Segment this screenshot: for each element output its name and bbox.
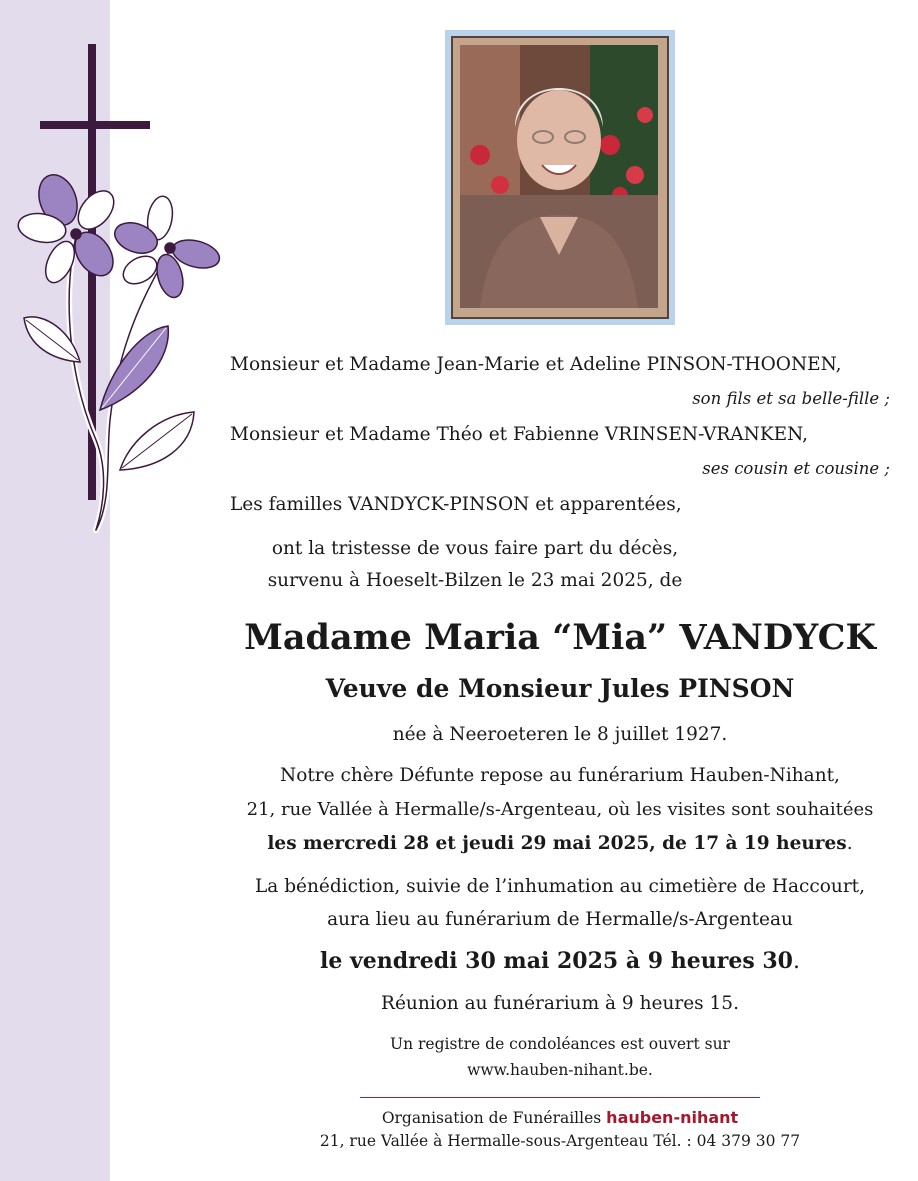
family-line-1: Monsieur et Madame Jean-Marie et Adeline PINSON-THOONEN,: [230, 354, 842, 375]
portrait-photo: [460, 45, 660, 310]
family-relation-1: son fils et sa belle-fille ;: [692, 389, 890, 408]
family-relation-2: ses cousin et cousine ;: [702, 459, 890, 478]
cross-horizontal-icon: [40, 121, 150, 129]
flower-right-icon: [111, 194, 223, 300]
visitation-line-1: Notre chère Défunte repose au funérarium Hauben-Nihant,: [280, 765, 840, 786]
photo-mat: [451, 36, 669, 319]
widow-of: Veuve de Monsieur Jules PINSON: [325, 674, 795, 703]
visitation-line-2: 21, rue Vallée à Hermalle/s-Argenteau, où les visites sont souhaitées: [246, 799, 874, 820]
announcement-line-2: survenu à Hoeselt-Bilzen le 23 mai 2025, de: [267, 570, 683, 591]
birth-info: née à Neeroeteren le 8 juillet 1927.: [392, 724, 728, 745]
leaf-right-icon: [100, 326, 168, 410]
ceremony-date-period: .: [793, 949, 800, 974]
condolences-line-1: Un registre de condoléances est ouvert sur: [390, 1035, 730, 1053]
ceremony-line-2: aura lieu au funérarium de Hermalle/s-Argenteau: [327, 909, 793, 930]
photo-frame: [445, 30, 675, 325]
visitation-dates-period: .: [846, 833, 853, 854]
footer-address: 21, rue Vallée à Hermalle-sous-Argenteau Tél. : 04 379 30 77: [319, 1132, 801, 1150]
deceased-name: Madame Maria “Mia” VANDYCK: [244, 617, 876, 658]
family-line-2: Monsieur et Madame Théo et Fabienne VRINSEN-VRANKEN,: [230, 424, 809, 445]
cross-and-flowers-decoration: [0, 0, 230, 540]
ceremony-line-1: La bénédiction, suivie de l’inhumation au cimetière de Haccourt,: [255, 876, 865, 897]
organisation-label: Organisation de Funérailles: [381, 1109, 602, 1127]
condolences-link[interactable]: www.hauben-nihant.be.: [467, 1061, 653, 1079]
visitation-dates: les mercredi 28 et jeudi 29 mai 2025, de 17 à 19 heures: [267, 833, 847, 854]
ceremony-date-row: [220, 948, 900, 974]
family-line-3: Les familles VANDYCK-PINSON et apparentées,: [230, 494, 682, 515]
leaf-bottom-icon: [120, 412, 194, 470]
visitation-dates-row: [220, 833, 900, 854]
flower-left-icon: [16, 169, 121, 287]
announcement-line-1: ont la tristesse de vous faire part du décès,: [271, 538, 679, 559]
ceremony-date: le vendredi 30 mai 2025 à 9 heures 30: [320, 948, 793, 974]
meeting-info: Réunion au funérarium à 9 heures 15.: [381, 993, 739, 1014]
footer-organisation: [220, 1108, 900, 1127]
brand-logo: hauben-nihant: [606, 1108, 739, 1127]
footer-divider: [360, 1097, 760, 1098]
